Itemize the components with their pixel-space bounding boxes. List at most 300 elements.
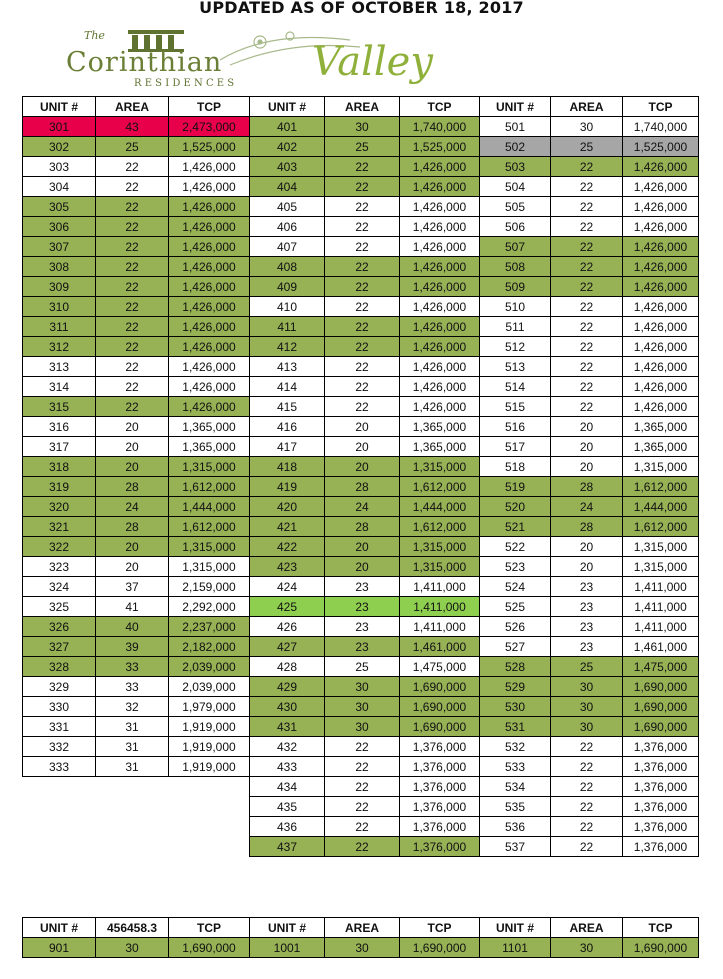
area-cell: 22 [551, 217, 623, 237]
tcp-cell: 1,376,000 [623, 797, 699, 817]
unit-cell: 522 [480, 537, 551, 557]
unit-cell: 517 [480, 437, 551, 457]
tcp-cell: 1,426,000 [400, 177, 480, 197]
table-row [23, 417, 699, 437]
unit-cell: 326 [23, 617, 96, 637]
unit-cell: 319 [23, 477, 96, 497]
header-cell: TCP [623, 918, 699, 938]
empty-cell [23, 817, 96, 837]
tcp-cell: 1,444,000 [400, 497, 480, 517]
unit-cell: 323 [23, 557, 96, 577]
unit-cell: 432 [250, 737, 325, 757]
area-cell: 20 [551, 537, 623, 557]
area-cell: 22 [551, 257, 623, 277]
unit-cell: 515 [480, 397, 551, 417]
tcp-cell: 1,426,000 [169, 317, 250, 337]
tcp-cell: 1,690,000 [400, 677, 480, 697]
area-cell: 22 [325, 257, 400, 277]
area-cell: 28 [551, 517, 623, 537]
unit-cell: 320 [23, 497, 96, 517]
header-cell: AREA [551, 918, 623, 938]
table-row [23, 717, 699, 737]
unit-cell: 503 [480, 157, 551, 177]
tcp-cell: 1,426,000 [623, 197, 699, 217]
area-cell: 22 [551, 397, 623, 417]
area-cell: 22 [551, 817, 623, 837]
area-cell: 22 [325, 217, 400, 237]
unit-cell: 406 [250, 217, 325, 237]
unit-cell: 425 [250, 597, 325, 617]
unit-cell: 514 [480, 377, 551, 397]
area-cell: 23 [325, 617, 400, 637]
tcp-cell: 1,690,000 [623, 697, 699, 717]
tcp-cell: 1,426,000 [400, 257, 480, 277]
area-cell: 24 [96, 497, 169, 517]
tcp-cell: 1,444,000 [623, 497, 699, 517]
area-cell: 23 [325, 597, 400, 617]
header-cell: AREA [96, 97, 169, 117]
tcp-cell: 1,426,000 [623, 257, 699, 277]
unit-cell: 408 [250, 257, 325, 277]
tcp-cell: 1,411,000 [623, 577, 699, 597]
table-row [23, 357, 699, 377]
tcp-cell: 1,525,000 [169, 137, 250, 157]
unit-cell: 426 [250, 617, 325, 637]
area-cell: 22 [551, 197, 623, 217]
area-cell: 22 [325, 377, 400, 397]
unit-cell: 532 [480, 737, 551, 757]
table-row [23, 737, 699, 757]
area-cell: 22 [325, 237, 400, 257]
table-row [23, 597, 699, 617]
area-cell: 30 [325, 117, 400, 137]
unit-cell: 1101 [480, 938, 551, 958]
area-cell: 23 [551, 577, 623, 597]
logo-sub: R E S I D E N C E S [134, 78, 235, 87]
unit-cell: 324 [23, 577, 96, 597]
area-cell: 24 [551, 497, 623, 517]
area-cell: 22 [551, 737, 623, 757]
area-cell: 22 [325, 357, 400, 377]
empty-cell [169, 777, 250, 797]
unit-cell: 412 [250, 337, 325, 357]
area-cell: 23 [325, 637, 400, 657]
tcp-cell: 1,426,000 [400, 337, 480, 357]
area-cell: 32 [96, 697, 169, 717]
area-cell: 22 [551, 277, 623, 297]
unit-cell: 506 [480, 217, 551, 237]
unit-cell: 429 [250, 677, 325, 697]
tcp-cell: 1,919,000 [169, 757, 250, 777]
table-row [23, 617, 699, 637]
empty-cell [169, 797, 250, 817]
unit-cell: 420 [250, 497, 325, 517]
area-cell: 28 [325, 477, 400, 497]
tcp-cell: 1,979,000 [169, 697, 250, 717]
unit-cell: 533 [480, 757, 551, 777]
tcp-cell: 1,426,000 [400, 277, 480, 297]
area-cell: 22 [551, 837, 623, 857]
table-row [23, 777, 699, 797]
unit-cell: 435 [250, 797, 325, 817]
header-cell: AREA [325, 97, 400, 117]
area-cell: 30 [325, 697, 400, 717]
tcp-cell: 1,315,000 [400, 457, 480, 477]
area-cell: 22 [325, 737, 400, 757]
tcp-cell: 1,525,000 [400, 137, 480, 157]
empty-cell [169, 817, 250, 837]
unit-cell: 328 [23, 657, 96, 677]
area-cell: 22 [325, 797, 400, 817]
area-cell: 31 [96, 717, 169, 737]
table-row [23, 437, 699, 457]
area-cell: 30 [325, 938, 400, 958]
area-cell: 25 [96, 137, 169, 157]
tcp-cell: 1,690,000 [169, 938, 250, 958]
unit-cell: 520 [480, 497, 551, 517]
tcp-cell: 1,426,000 [169, 257, 250, 277]
table-row [23, 217, 699, 237]
table-row [23, 817, 699, 837]
area-cell: 22 [96, 217, 169, 237]
unit-cell: 529 [480, 677, 551, 697]
unit-cell: 405 [250, 197, 325, 217]
tcp-cell: 2,182,000 [169, 637, 250, 657]
table-row [23, 537, 699, 557]
area-cell: 22 [325, 777, 400, 797]
table-row [23, 157, 699, 177]
table-row [23, 397, 699, 417]
area-cell: 22 [96, 277, 169, 297]
unit-cell: 304 [23, 177, 96, 197]
corinthian-valley-logo [60, 25, 540, 92]
table-row [23, 557, 699, 577]
area-cell: 39 [96, 637, 169, 657]
tcp-cell: 1,365,000 [169, 417, 250, 437]
empty-cell [23, 797, 96, 817]
area-cell: 22 [325, 317, 400, 337]
tcp-cell: 2,159,000 [169, 577, 250, 597]
unit-cell: 421 [250, 517, 325, 537]
area-cell: 20 [325, 417, 400, 437]
unit-cell: 402 [250, 137, 325, 157]
table-row [23, 697, 699, 717]
header-cell: UNIT # [23, 918, 96, 938]
unit-cell: 523 [480, 557, 551, 577]
tcp-cell: 1,376,000 [623, 737, 699, 757]
unit-cell: 519 [480, 477, 551, 497]
area-cell: 22 [96, 337, 169, 357]
tcp-cell: 1,426,000 [400, 197, 480, 217]
unit-cell: 301 [23, 117, 96, 137]
tcp-cell: 1,426,000 [169, 237, 250, 257]
area-cell: 22 [96, 377, 169, 397]
tcp-cell: 1,426,000 [623, 357, 699, 377]
tcp-cell: 1,315,000 [169, 537, 250, 557]
unit-cell: 535 [480, 797, 551, 817]
unit-cell: 329 [23, 677, 96, 697]
tcp-cell: 1,426,000 [400, 357, 480, 377]
unit-cell: 505 [480, 197, 551, 217]
unit-cell: 504 [480, 177, 551, 197]
unit-cell: 317 [23, 437, 96, 457]
tcp-cell: 1,376,000 [400, 737, 480, 757]
table-row [23, 117, 699, 137]
area-cell: 22 [551, 337, 623, 357]
tcp-cell: 1,426,000 [169, 337, 250, 357]
unit-cell: 332 [23, 737, 96, 757]
header-cell: AREA [551, 97, 623, 117]
unit-cell: 531 [480, 717, 551, 737]
header-cell: UNIT # [480, 918, 551, 938]
unit-cell: 431 [250, 717, 325, 737]
unit-cell: 1001 [250, 938, 325, 958]
tcp-cell: 1,461,000 [623, 637, 699, 657]
table-row [23, 457, 699, 477]
area-cell: 20 [551, 557, 623, 577]
unit-cell: 521 [480, 517, 551, 537]
tcp-cell: 1,315,000 [623, 457, 699, 477]
area-cell: 28 [551, 477, 623, 497]
unit-cell: 534 [480, 777, 551, 797]
area-cell: 43 [96, 117, 169, 137]
tcp-cell: 1,740,000 [400, 117, 480, 137]
header-cell: UNIT # [23, 97, 96, 117]
unit-cell: 312 [23, 337, 96, 357]
tcp-cell: 1,426,000 [169, 397, 250, 417]
area-cell: 24 [325, 497, 400, 517]
empty-cell [23, 837, 96, 857]
header-cell: TCP [169, 918, 250, 938]
unit-cell: 424 [250, 577, 325, 597]
unit-cell: 411 [250, 317, 325, 337]
tcp-cell: 1,426,000 [169, 377, 250, 397]
area-cell: 30 [325, 677, 400, 697]
unit-cell: 516 [480, 417, 551, 437]
unit-cell: 526 [480, 617, 551, 637]
unit-cell: 518 [480, 457, 551, 477]
area-cell: 20 [96, 437, 169, 457]
area-cell: 28 [96, 477, 169, 497]
area-cell: 41 [96, 597, 169, 617]
unit-cell: 302 [23, 137, 96, 157]
logo-the: The [84, 29, 105, 42]
tcp-cell: 1,690,000 [400, 697, 480, 717]
tcp-cell: 2,292,000 [169, 597, 250, 617]
area-cell: 20 [325, 437, 400, 457]
unit-cell: 333 [23, 757, 96, 777]
unit-cell: 410 [250, 297, 325, 317]
table-row [23, 938, 699, 958]
tcp-cell: 1,919,000 [169, 717, 250, 737]
area-cell: 20 [551, 437, 623, 457]
unit-cell: 434 [250, 777, 325, 797]
tcp-cell: 1,426,000 [400, 217, 480, 237]
tcp-cell: 1,426,000 [623, 297, 699, 317]
area-cell: 22 [325, 197, 400, 217]
area-cell: 22 [551, 777, 623, 797]
header-row [23, 97, 699, 117]
area-cell: 22 [96, 237, 169, 257]
area-cell: 22 [551, 177, 623, 197]
header-cell: UNIT # [480, 97, 551, 117]
area-cell: 31 [96, 737, 169, 757]
tcp-cell: 1,426,000 [623, 377, 699, 397]
header-cell: AREA [325, 918, 400, 938]
tcp-cell: 1,376,000 [400, 797, 480, 817]
unit-cell: 306 [23, 217, 96, 237]
tcp-cell: 1,426,000 [400, 157, 480, 177]
area-cell: 25 [551, 657, 623, 677]
tcp-cell: 1,426,000 [169, 357, 250, 377]
unit-cell: 513 [480, 357, 551, 377]
tcp-cell: 1,411,000 [400, 597, 480, 617]
tcp-cell: 1,426,000 [400, 237, 480, 257]
table-row [23, 177, 699, 197]
area-cell: 22 [551, 157, 623, 177]
area-cell: 30 [325, 717, 400, 737]
area-cell: 20 [551, 457, 623, 477]
unit-cell: 409 [250, 277, 325, 297]
units-table [22, 96, 699, 857]
tcp-cell: 1,426,000 [169, 197, 250, 217]
tcp-cell: 1,426,000 [169, 277, 250, 297]
area-cell: 22 [325, 837, 400, 857]
tcp-cell: 1,411,000 [623, 617, 699, 637]
area-cell: 20 [96, 457, 169, 477]
tcp-cell: 1,315,000 [623, 557, 699, 577]
tcp-cell: 1,376,000 [623, 757, 699, 777]
tcp-cell: 1,426,000 [169, 297, 250, 317]
tcp-cell: 2,473,000 [169, 117, 250, 137]
unit-cell: 437 [250, 837, 325, 857]
unit-cell: 419 [250, 477, 325, 497]
unit-cell: 508 [480, 257, 551, 277]
tcp-cell: 1,525,000 [623, 137, 699, 157]
unit-cell: 525 [480, 597, 551, 617]
area-cell: 20 [551, 417, 623, 437]
header-cell: UNIT # [250, 918, 325, 938]
table-row [23, 297, 699, 317]
area-cell: 30 [96, 938, 169, 958]
area-cell: 23 [551, 597, 623, 617]
area-cell: 22 [551, 377, 623, 397]
tcp-cell: 1,426,000 [400, 297, 480, 317]
unit-cell: 403 [250, 157, 325, 177]
unit-cell: 901 [23, 938, 96, 958]
tcp-cell: 1,376,000 [400, 757, 480, 777]
table-row [23, 757, 699, 777]
logo-name: Corinthian [66, 47, 223, 78]
tcp-cell: 1,426,000 [169, 157, 250, 177]
tcp-cell: 1,315,000 [169, 457, 250, 477]
unit-cell: 404 [250, 177, 325, 197]
empty-cell [23, 777, 96, 797]
area-cell: 22 [325, 157, 400, 177]
unit-cell: 510 [480, 297, 551, 317]
tcp-cell: 1,426,000 [400, 317, 480, 337]
tcp-cell: 1,426,000 [400, 377, 480, 397]
area-cell: 22 [96, 397, 169, 417]
unit-cell: 407 [250, 237, 325, 257]
area-cell: 20 [325, 537, 400, 557]
area-cell: 22 [96, 257, 169, 277]
unit-cell: 305 [23, 197, 96, 217]
unit-cell: 511 [480, 317, 551, 337]
table-row [23, 837, 699, 857]
unit-cell: 427 [250, 637, 325, 657]
tcp-cell: 1,376,000 [623, 777, 699, 797]
area-cell: 30 [551, 677, 623, 697]
tcp-cell: 1,612,000 [623, 477, 699, 497]
area-cell: 33 [96, 657, 169, 677]
unit-cell: 313 [23, 357, 96, 377]
unit-cell: 537 [480, 837, 551, 857]
tcp-cell: 1,365,000 [400, 437, 480, 457]
area-cell: 25 [325, 657, 400, 677]
unit-cell: 307 [23, 237, 96, 257]
area-cell: 22 [551, 797, 623, 817]
tcp-cell: 1,612,000 [623, 517, 699, 537]
table-row [23, 197, 699, 217]
unit-cell: 507 [480, 237, 551, 257]
tcp-cell: 1,315,000 [400, 537, 480, 557]
table-row [23, 637, 699, 657]
unit-cell: 501 [480, 117, 551, 137]
header-cell: UNIT # [250, 97, 325, 117]
empty-cell [169, 837, 250, 857]
area-cell: 30 [551, 697, 623, 717]
tcp-cell: 1,690,000 [400, 717, 480, 737]
unit-cell: 310 [23, 297, 96, 317]
area-cell: 22 [551, 297, 623, 317]
unit-cell: 311 [23, 317, 96, 337]
logo-script: Valley [312, 39, 433, 85]
area-cell: 22 [551, 237, 623, 257]
tcp-cell: 1,475,000 [623, 657, 699, 677]
unit-cell: 422 [250, 537, 325, 557]
table-row [23, 377, 699, 397]
area-cell: 20 [96, 537, 169, 557]
tcp-cell: 1,919,000 [169, 737, 250, 757]
tcp-cell: 1,376,000 [623, 837, 699, 857]
area-cell: 22 [325, 277, 400, 297]
tcp-cell: 1,426,000 [623, 317, 699, 337]
tcp-cell: 1,690,000 [400, 938, 480, 958]
unit-cell: 524 [480, 577, 551, 597]
area-cell: 30 [551, 717, 623, 737]
tcp-cell: 2,237,000 [169, 617, 250, 637]
unit-cell: 418 [250, 457, 325, 477]
tcp-cell: 1,411,000 [623, 597, 699, 617]
unit-cell: 308 [23, 257, 96, 277]
table-row [23, 137, 699, 157]
area-cell: 22 [96, 317, 169, 337]
tcp-cell: 1,426,000 [623, 157, 699, 177]
header-cell: TCP [400, 97, 480, 117]
header-row [23, 918, 699, 938]
area-cell: 22 [96, 357, 169, 377]
header-cell: TCP [623, 97, 699, 117]
area-cell: 22 [551, 317, 623, 337]
tcp-cell: 1,612,000 [169, 477, 250, 497]
tcp-cell: 1,426,000 [623, 217, 699, 237]
unit-cell: 322 [23, 537, 96, 557]
empty-cell [96, 817, 169, 837]
tcp-cell: 1,426,000 [623, 177, 699, 197]
table-row [23, 277, 699, 297]
unit-cell: 436 [250, 817, 325, 837]
